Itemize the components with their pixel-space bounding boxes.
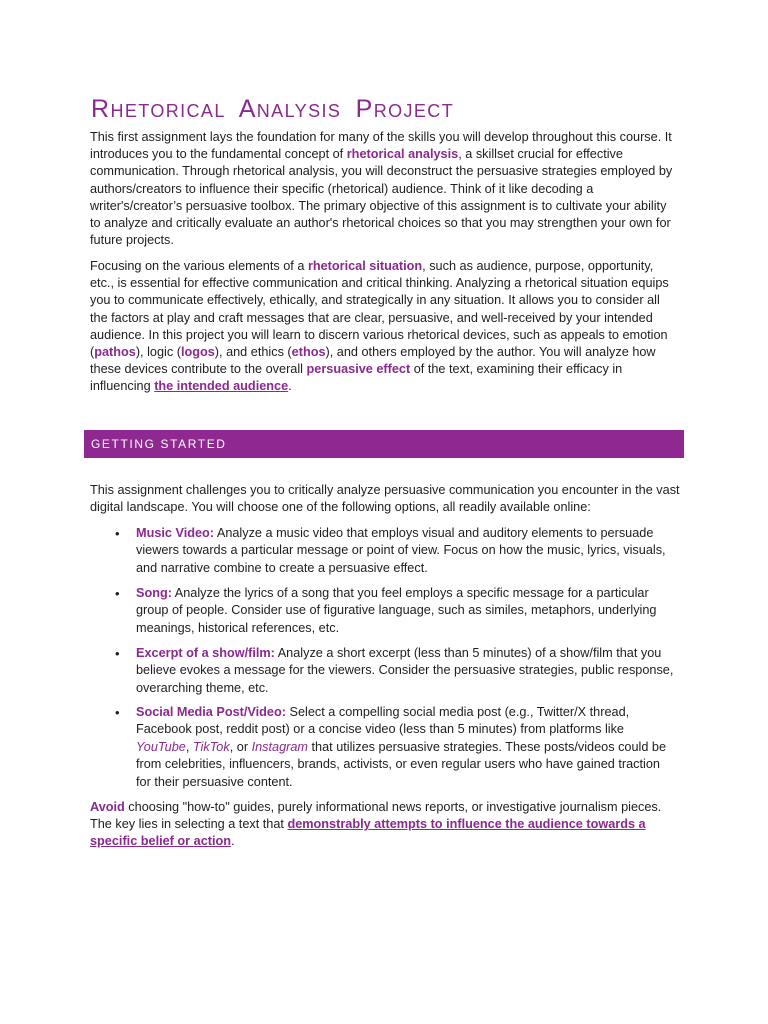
closing-text-1: choosing "how-to" guides, purely informational news reports, or investigative journalism pieces. The key lies in selecting a text that	[90, 800, 662, 832]
option-text-sep: ,	[185, 739, 193, 754]
option-text-2: that utilizes persuasive strategies. These posts/videos could be from celebrities, influencers, brands, activists, or even regular users who have gained traction for their persuasive content.	[136, 739, 667, 789]
intro-p2-text-7: .	[288, 379, 292, 394]
intro-p2-text-4: ), and ethics (	[214, 345, 292, 360]
intro-p1-text-2: , a skillset crucial for effective communication. Through rhetorical analysis, you will deconstruct the persuasive strategies employed by authors/creators to influence their specific (rhetorical) audience. Think of it like decoding a writer's/creator’s persuasive toolbox. The primary objective of this assignment is to cultivate your ability to analyze and critically evaluate an author's rhetorical choices so that you may strengthen your own for future projects.	[90, 147, 673, 248]
intro-paragraph-2	[90, 258, 680, 396]
intro-p2-text-3: ), logic (	[135, 345, 181, 360]
getting-started-intro: This assignment challenges you to critically analyze persuasive communication you encounter in the vast digital landscape. You will choose one of the following options, all readily available online:	[90, 483, 680, 515]
option-text: Analyze a music video that employs visual and auditory elements to persuade viewers towards a particular message or point of view. Focus on how the music, lyrics, visuals, and narrative combine to create a persuasive effect.	[136, 526, 666, 575]
term-pathos: pathos	[94, 345, 136, 360]
list-item	[115, 585, 676, 637]
option-label-social-media: Social Media Post/Video:	[136, 705, 286, 719]
intro-paragraph-1	[90, 129, 680, 249]
bullet-icon: •	[115, 586, 120, 601]
option-text-sep: , or	[229, 739, 252, 754]
link-influence-audience[interactable]: demonstrably attempts to influence the audience towards a specific belief or action	[90, 817, 646, 849]
option-text: Analyze a short excerpt (less than 5 minutes) of a show/film that you believe evokes a message for the viewers. Consider the persuasive strategies, public response, overarching theme, etc.	[136, 646, 674, 695]
option-text: Analyze the lyrics of a song that you feel employs a specific message for a particular group of people. Consider use of figurative language, such as similes, metaphors, underlying meanings, historical references, etc.	[136, 586, 657, 635]
term-logos: logos	[180, 345, 215, 360]
list-item	[115, 525, 676, 577]
link-intended-audience[interactable]: the intended audience	[154, 379, 289, 394]
platform-instagram: Instagram	[251, 739, 308, 754]
intro-p2-text-5: ), and others employed by the author. You will analyze how these devices contribute to the overall	[90, 345, 656, 377]
term-rhetorical-situation: rhetorical situation	[307, 259, 423, 273]
intro-p2-text-1: Focusing on the various elements of a	[90, 259, 308, 273]
section-banner-getting-started	[84, 430, 684, 458]
term-ethos: ethos	[291, 345, 326, 360]
term-avoid: Avoid	[90, 800, 125, 814]
closing-text-2: .	[231, 834, 235, 849]
page-title: Rhetorical Analysis Project	[91, 95, 455, 123]
intro-p1-text-1: This first assignment lays the foundation for many of the skills you will develop throughout this course. It introduces you to the fundamental concept of	[90, 130, 672, 162]
intro-p2-text-2: , such as audience, purpose, opportunity, etc., is essential for effective communication and critical thinking. Analyzing a rhetorical situation equips you to communicate effectively, ethically, and strategically in any situation. It allows you to consider all the factors at play and craft messages that are clear, persuasive, and well-received by your intended audience. In this project you will learn to discern various rhetorical devices, such as appeals to emotion (	[90, 259, 669, 360]
closing-paragraph	[90, 799, 680, 851]
option-label-excerpt: Excerpt of a show/film:	[136, 646, 275, 660]
option-label-music-video: Music Video:	[136, 526, 215, 540]
option-label-song: Song:	[136, 586, 172, 600]
bullet-icon: •	[115, 705, 120, 720]
term-persuasive-effect: persuasive effect	[306, 362, 411, 377]
bullet-icon: •	[115, 526, 120, 541]
term-rhetorical-analysis: rhetorical analysis	[346, 147, 459, 162]
list-item	[115, 704, 676, 791]
platform-tiktok: TikTok	[192, 739, 230, 754]
option-text: Select a compelling social media post (e.g., Twitter/X thread, Facebook post, reddit post) or a concise video (less than 5 minutes) from platforms like	[136, 705, 630, 737]
list-item	[115, 645, 676, 697]
intro-p2-text-6: of the text, examining their efficacy in influencing	[90, 362, 623, 394]
bullet-icon: •	[115, 646, 120, 661]
section-heading: GETTING STARTED	[91, 437, 227, 451]
platform-youtube: YouTube	[136, 739, 186, 754]
